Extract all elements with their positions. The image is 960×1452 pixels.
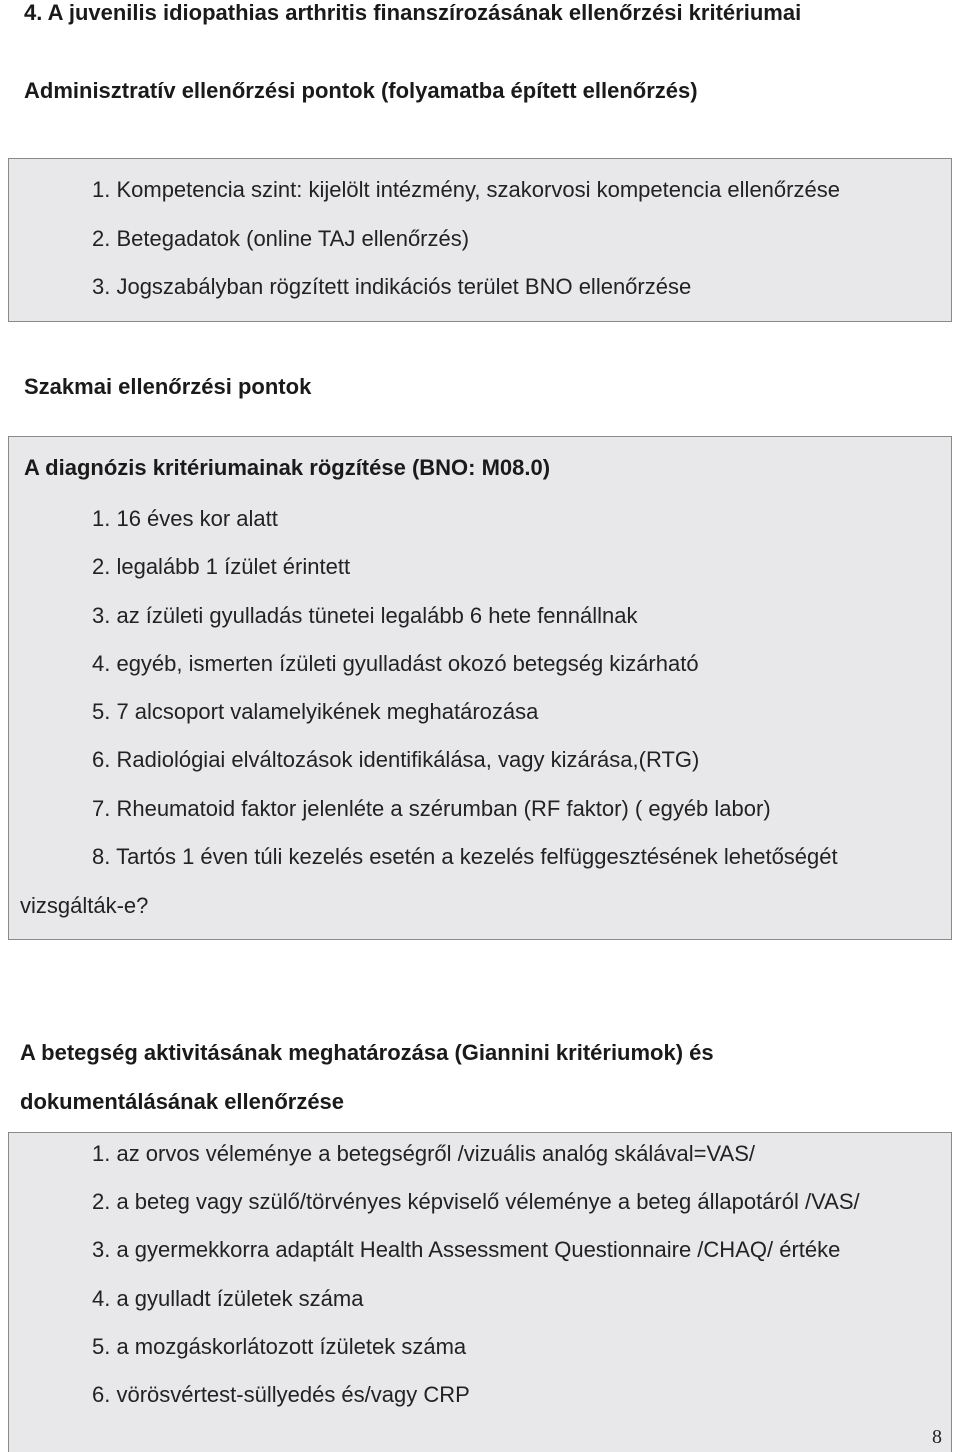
- criteria-item-8: 8. Tartós 1 éven túli kezelés esetén a kezelés felfüggesztésének lehetőségét: [92, 844, 838, 869]
- activity-item-2: 2. a beteg vagy szülő/törvényes képviselő véleménye a beteg állapotáról /VAS/: [92, 1189, 860, 1214]
- activity-item-6: 6. vörösvértest-süllyedés és/vagy CRP: [92, 1382, 470, 1407]
- admin-item-2: 2. Betegadatok (online TAJ ellenőrzés): [92, 226, 470, 251]
- admin-item-1: 1. Kompetencia szint: kijelölt intézmény, szakorvosi kompetencia ellenőrzése: [92, 177, 840, 202]
- activity-item-3: 3. a gyermekkorra adaptált Health Assessment Questionnaire /CHAQ/ értéke: [92, 1237, 841, 1262]
- criteria-item-5: 5. 7 alcsoport valamelyikének meghatározása: [92, 699, 539, 724]
- section-title: 4. A juvenilis idiopathias arthritis finanszírozásának ellenőrzési kritériumai: [24, 0, 802, 25]
- criteria-item-1: 1. 16 éves kor alatt: [92, 506, 278, 531]
- activity-heading-line-2: dokumentálásának ellenőrzése: [20, 1089, 345, 1114]
- criteria-item-7: 7. Rheumatoid faktor jelenléte a szérumban (RF faktor) ( egyéb labor): [92, 796, 771, 821]
- criteria-item-8-continuation: vizsgálták-e?: [20, 893, 149, 918]
- admin-item-3: 3. Jogszabályban rögzített indikációs terület BNO ellenőrzése: [92, 274, 692, 299]
- diagnosis-criteria-heading: A diagnózis kritériumainak rögzítése (BNO: M08.0): [24, 455, 551, 480]
- criteria-item-2: 2. legalább 1 ízület érintett: [92, 554, 351, 579]
- admin-heading: Adminisztratív ellenőrzési pontok (folyamatba épített ellenőrzés): [24, 78, 698, 103]
- professional-heading: Szakmai ellenőrzési pontok: [24, 374, 312, 399]
- criteria-item-4: 4. egyéb, ismerten ízületi gyulladást okozó betegség kizárható: [92, 651, 699, 676]
- activity-heading-line-1: A betegség aktivitásának meghatározása (Giannini kritériumok) és: [20, 1040, 714, 1065]
- criteria-item-6: 6. Radiológiai elváltozások identifikálása, vagy kizárása,(RTG): [92, 747, 700, 772]
- activity-item-1: 1. az orvos véleménye a betegségről /vizuális analóg skálával=VAS/: [92, 1141, 756, 1166]
- activity-item-5: 5. a mozgáskorlátozott ízületek száma: [92, 1334, 467, 1359]
- page-number: 8: [932, 1426, 942, 1448]
- criteria-item-3: 3. az ízületi gyulladás tünetei legalább 6 hete fennállnak: [92, 603, 638, 628]
- activity-item-4: 4. a gyulladt ízületek száma: [92, 1286, 364, 1311]
